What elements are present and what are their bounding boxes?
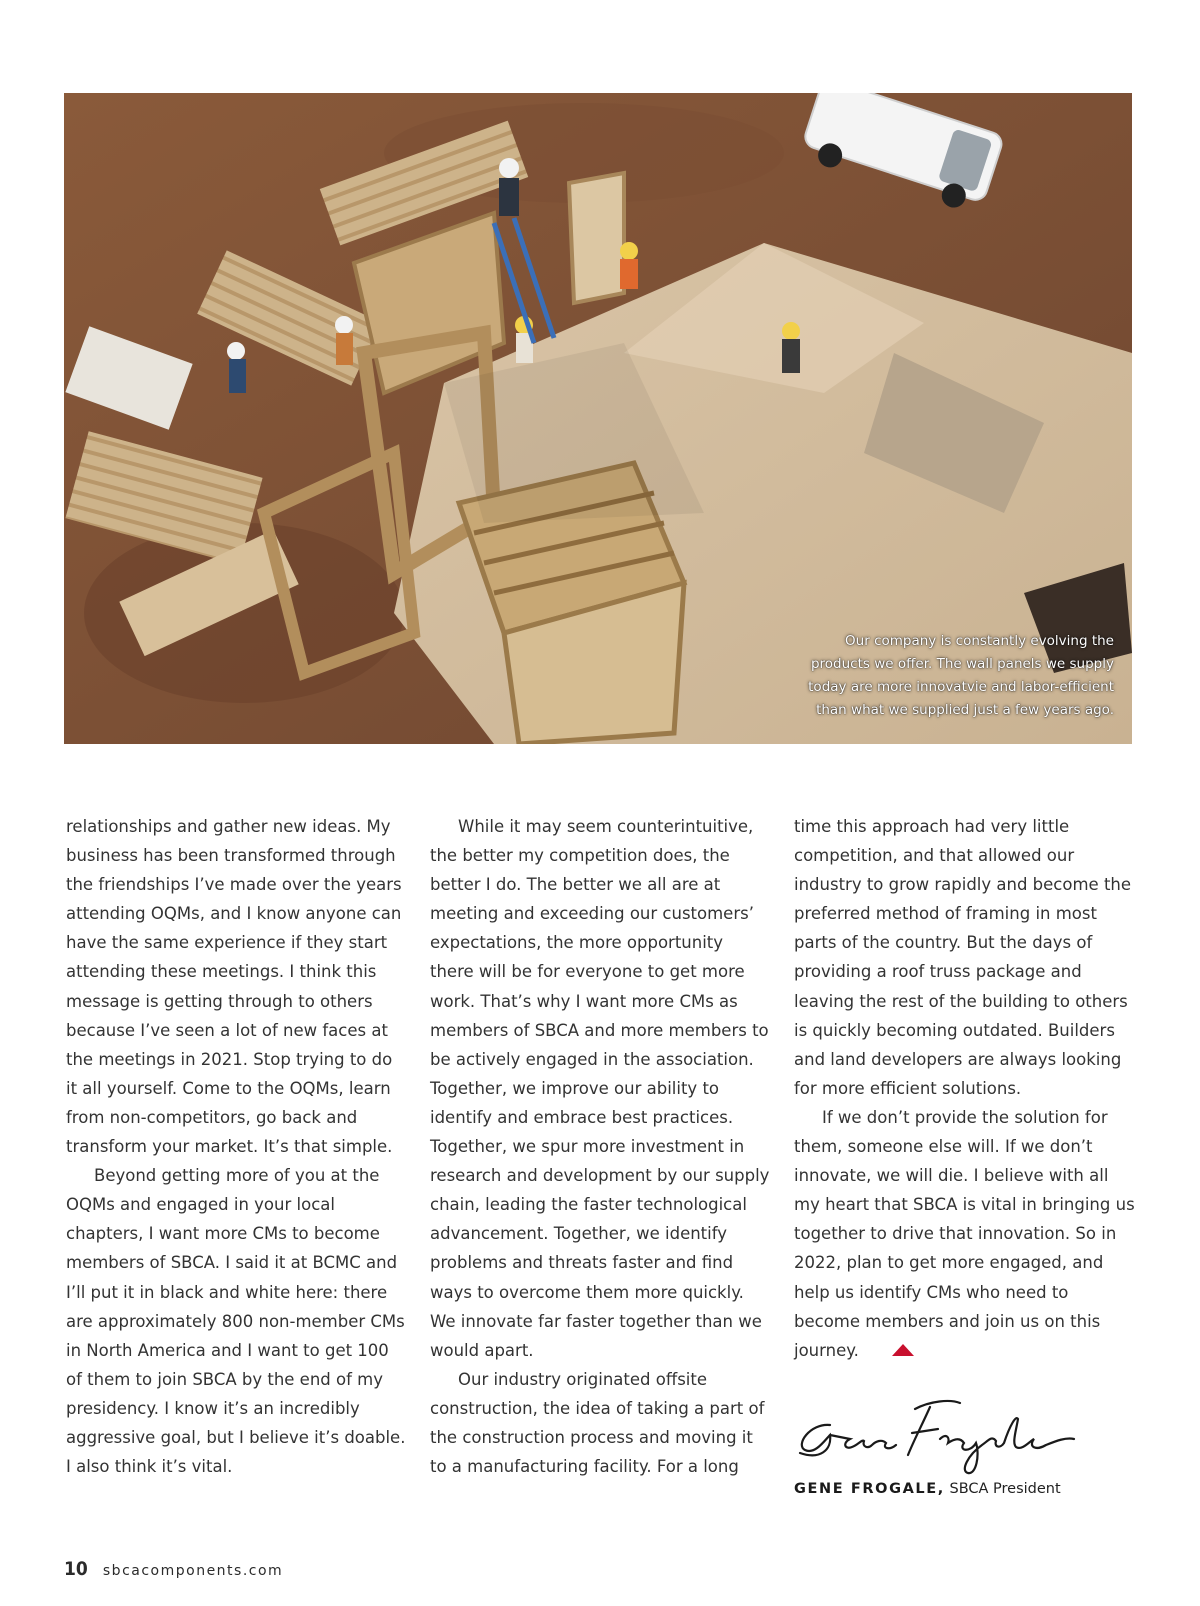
article-column-2 [430,812,770,1481]
signature [790,1395,1080,1480]
paragraph: Our industry originated offsite construction, the idea of taking a part of the construction process and moving it to a manufacturing facility. For a long [430,1369,765,1477]
page-footer [64,1558,283,1580]
paragraph: While it may seem counterintuitive, the better my competition does, the better I do. The better we all are at meeting and exceeding our customers’ expectations, the more opportunity there will be for everyone to get more work. That’s why I want more CMs as members of SBCA and more members to be actively engaged in the association. Together, we improve our ability to identify and embrace best practices. Together, we spur more investment in research and development by our supply chain, leading the faster technological advancement. Together, we identify problems and threats faster and find ways to overcome them more quickly. We innovate far faster together than we would apart. [430,817,770,1360]
handwritten-signature-gene-frogale-icon [790,1395,1080,1475]
signer-title: SBCA President [949,1481,1061,1497]
signer-name: GENE FROGALE, [794,1481,945,1497]
end-of-article-triangle-icon [863,1337,915,1366]
website-link[interactable]: sbcacomponents.com [102,1563,284,1579]
paragraph: Beyond getting more of you at the OQMs and engaged in your local chapters, I want more CMs to become members of SBCA. I said it at BCMC and I’ll put it in black and white here: there are approximately 800 non-member CMs in North America and I want to get 100 of them to join SBCA by the end of my presidency. I know it’s an incredibly aggressive goal, but I believe it’s doable. I also think it’s vital. [66,1166,406,1477]
paragraph: time this approach had very little competition, and that allowed our industry to grow rapidly and become the preferred method of framing in most parts of the country. But the days of providing a roof truss package and leaving the rest of the building to others is quickly becoming outdated. Builders and land developers are always looking for more efficient solutions. [794,817,1132,1098]
photo-caption: Our company is constantly evolving the products we offer. The wall panels we supply today are more innovatvie and labor-efficient than what we supplied just a few years ago. [808,633,1114,718]
construction-site-photo [64,93,1132,744]
paragraph-with-end-mark [794,1103,1139,1366]
signature-text: Gene Frogale [790,1395,797,1396]
page-number: 10 [64,1558,88,1580]
article-column-3 [794,812,1139,1366]
article-column-1 [66,812,406,1481]
signature-line [794,1481,1061,1497]
paragraph: relationships and gather new ideas. My business has been transformed through the friendships I’ve made over the years attending OQMs, and I know anyone can have the same experience if they start attending these meetings. I think this message is getting through to others because I’ve seen a lot of new faces at the meetings in 2021. Stop trying to do it all yourself. Come to the OQMs, learn from non-competitors, go back and transform your market. It’s that simple. [66,817,402,1157]
paragraph-text: If we don’t provide the solution for them, someone else will. If we don’t innovate, we will die. I believe with all my heart that SBCA is vital in bringing us together to drive that innovation. So in 2022, plan to get more engaged, and help us identify CMs who need to become members and join us on this journey. [794,1107,1135,1360]
